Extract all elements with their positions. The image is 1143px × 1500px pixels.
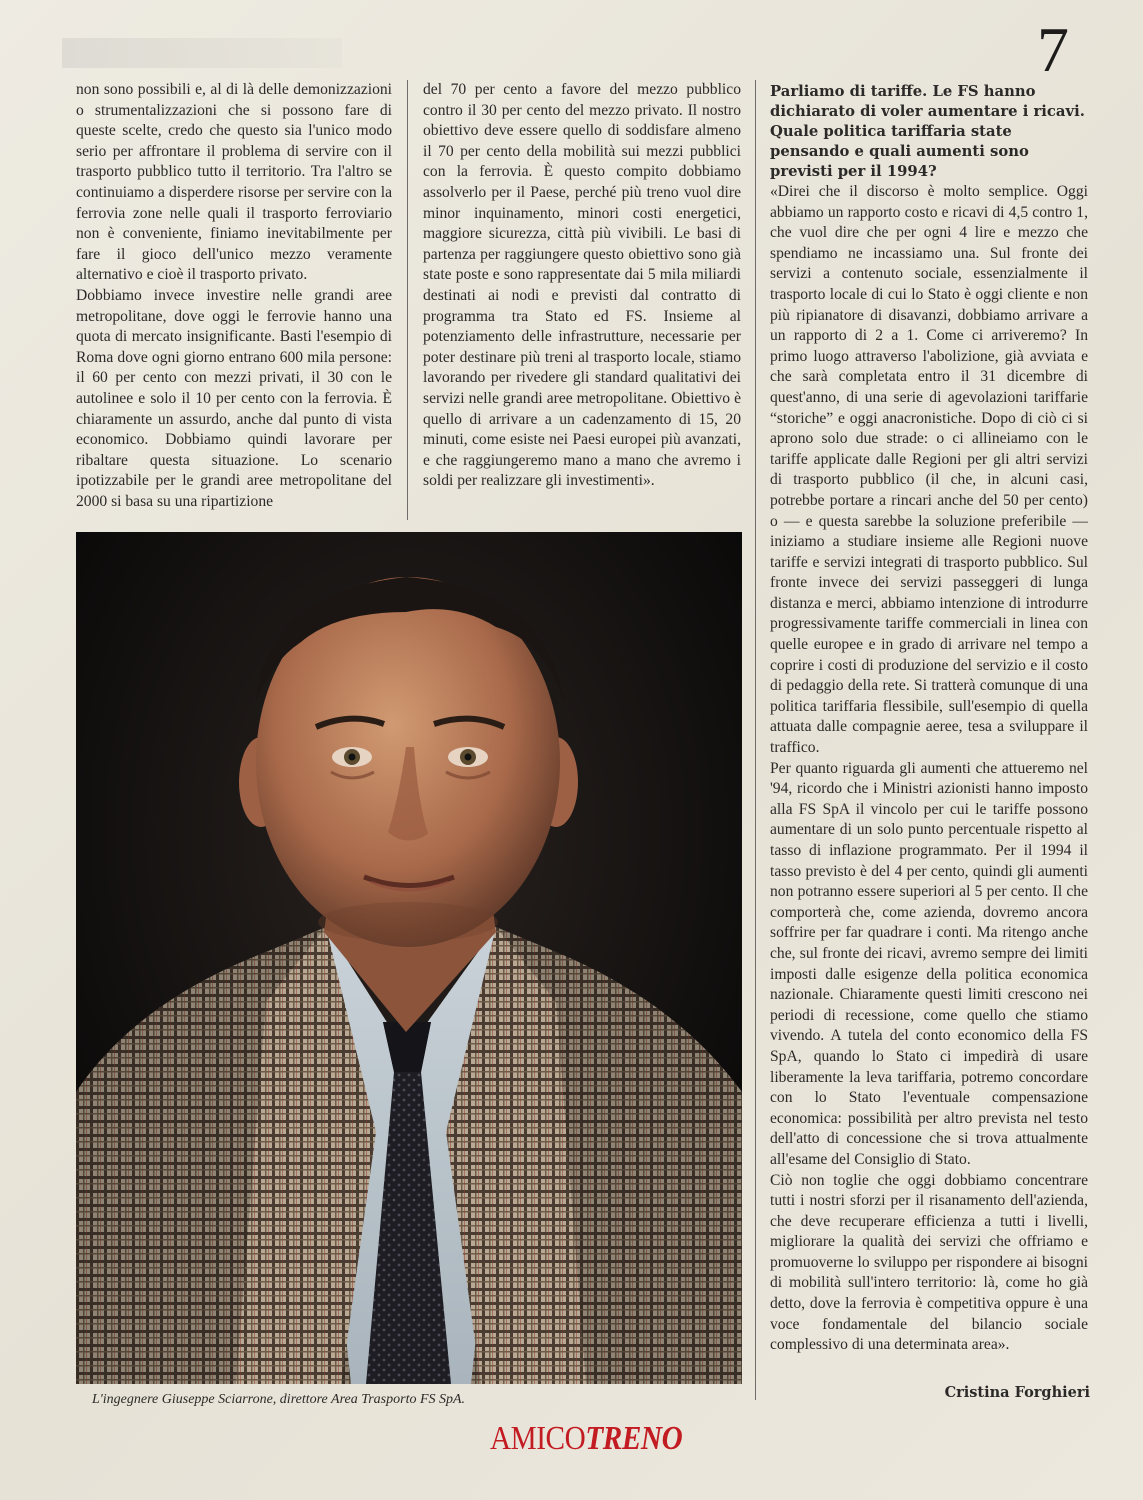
paragraph: non sono possibili e, al di là delle demonizzazioni o strumentalizzazioni che si possono fare di queste scelte, credo che questo sia l'unico modo serio per affrontare il problema di servire con il trasporto pubblico tutto il territorio. Tra l'altro se continuiamo a disperdere risorse per servire con la ferrovia zone nelle quali il trasporto ferroviario non è conveniente, finiamo inevitabilmente per fare il gioco dell'unico mezzo veramente alternativo e cioè il trasporto privato. bbox=[76, 81, 392, 284]
portrait-photo bbox=[76, 532, 742, 1384]
paragraph: del 70 per cento a favore del mezzo pubblico contro il 30 per cento del mezzo privato. Il nostro obiettivo deve essere quello di soddisfare almeno il 70 per cento della mobilità sui mezzi pubblici con la ferrovia. È questo compito dobbiamo assolverlo per il Paese, perché più treno vuol dire minor inquinamento, minori costi energetici, maggiore sicurezza, città più vivibili. Le basi di partenza per raggiungere questo obiettivo sono già state poste e sono rappresentate dai 5 mila miliardi destinati ai nodi e previsti dal contratto di programma tra Stato ed FS. Insieme al potenziamento delle infrastrutture, necessarie per poter destinare più treni al trasporto locale, stiamo lavorando per rivedere gli standard qualitativi dei servizi nelle grandi aree metropolitane. Obiettivo è quello di arrivare a un cadenzamento di 15, 20 minuti, come esiste nei Paesi europei più avanzati, e che raggiungeremo mano a mano che avremo i soldi per realizzare gli investimenti». bbox=[423, 81, 741, 490]
magazine-logo bbox=[490, 1420, 682, 1458]
paragraph: «Direi che il discorso è molto semplice. Oggi abbiamo un rapporto costo e ricavi di 4,5 contro 1, che vuol dire che per ogni 4 lire e mezzo che spendiamo ne incassiamo una. Sul fronte dei servizi a contenuto sociale, essenzialmente il trasporto locale di cui lo Stato è oggi cliente e non più ripianatore di disavanzi, dobbiamo arrivare a un rapporto di 2 a 1. Come ci arriveremo? In primo luogo attraverso l'abolizione, già avviata e che sarà completata entro il 31 dicembre di quest'anno, di una serie di agevolazioni tariffarie “storiche” e oggi anacronistiche. Dopo di ciò ci si aprono solo due strade: o ci allineiamo con le tariffe applicate dalle Regioni per gli altri servizi di trasporto pubblico (il che, in alcuni casi, potrebbe portare a rincari anche del 50 per cento) o — e questa sarebbe la soluzione preferibile — iniziamo a studiare insieme alle Regioni nuove tariffe e servizi integrati di trasporto pubblico. Sul fronte invece dei servizi passeggeri di lunga distanza e merci, abbiamo intenzione di introdurre progressivamente tariffe commerciali in linea con quelle europee e in grado di arrivare nel tempo a coprire i costi di produzione del servizio e il costo di pedaggio della rete. Si tratterà comunque di una politica tariffaria flessibile, sull'esempio di quella attuata dalle compagnie aeree, tesa a sviluppare il traffico. bbox=[770, 183, 1088, 757]
portrait-illustration bbox=[76, 532, 742, 1384]
photo-caption: L'ingegnere Giuseppe Sciarrone, direttore Area Trasporto FS SpA. bbox=[92, 1392, 466, 1407]
article-column-1 bbox=[76, 80, 392, 512]
logo-part-treno: TRENO bbox=[585, 1420, 683, 1457]
paragraph: Per quanto riguarda gli aumenti che attueremo nel '94, ricordo che i Ministri azionisti hanno imposto alla FS SpA il vincolo per cui le tariffe possono aumentare di un solo punto percentuale rispetto al tasso di inflazione programmato. Per il 1994 il tasso previsto è del 4 per cento, quindi gli aumenti non potranno essere superiori al 5 per cento. Il che comporterà che, come azienda, dovremo ancora soffrire per far quadrare i conti. Ma ritengo anche che, sul fronte dei ricavi, avremo sempre dei limiti imposti dalle esigenze della politica economica nazionale. Chiaramente questi limiti crescono nei periodi di recessione, come quello che stiamo vivendo. A tutela del conto economico della FS SpA, quando lo Stato ci impedirà di usare liberamente la leva tariffaria, potremo concordare con lo Stato l'eventuale compensazione economica: possibilità per altro prevista nel testo dell'atto di concessione che si trova attualmente all'esame del Consiglio di Stato. bbox=[770, 759, 1088, 1168]
article-column-3 bbox=[770, 82, 1088, 1356]
paragraph: Ciò non toglie che oggi dobbiamo concentrare tutti i nostri sforzi per il risanamento dell'azienda, che deve recuperare efficienza a tutti i livelli, migliorare la qualità dei servizi che offriamo e promuoverne lo sviluppo per rispondere ai bisogni di mobilità sull'intero territorio: là, come ho già detto, dove la ferrovia è competitiva oppure è una voce fondamentale del bilancio sociale complessivo di una determinata area». bbox=[770, 1171, 1088, 1354]
paragraph: Dobbiamo invece investire nelle grandi aree metropolitane, dove oggi le ferrovie hanno una quota di mercato insignificante. Basti l'esempio di Roma dove ogni giorno entrano 600 mila persone: il 60 per cento con mezzi privati, il 30 con le autolinee e solo il 10 per cento con la ferrovia. È chiaramente un assurdo, anche dal punto di vista economico. Dobbiamo quindi lavorare per ribaltare questa situazione. Lo scenario ipotizzabile per le grandi aree metropolitane del 2000 si basa su una ripartizione bbox=[76, 286, 392, 510]
column-divider bbox=[755, 80, 756, 1400]
author-signature: Cristina Forghieri bbox=[944, 1384, 1090, 1401]
page-number: 7 bbox=[1037, 14, 1069, 85]
logo-part-amico: AMICO bbox=[490, 1420, 586, 1457]
article-column-2 bbox=[423, 80, 741, 492]
column-divider bbox=[407, 80, 408, 520]
header-band bbox=[62, 38, 342, 68]
interview-question: Parliamo di tariffe. Le FS hanno dichiarato di voler aumentare i ricavi. Quale politica tariffaria state pensando e quali aumenti sono previsti per il 1994? bbox=[770, 83, 1085, 180]
